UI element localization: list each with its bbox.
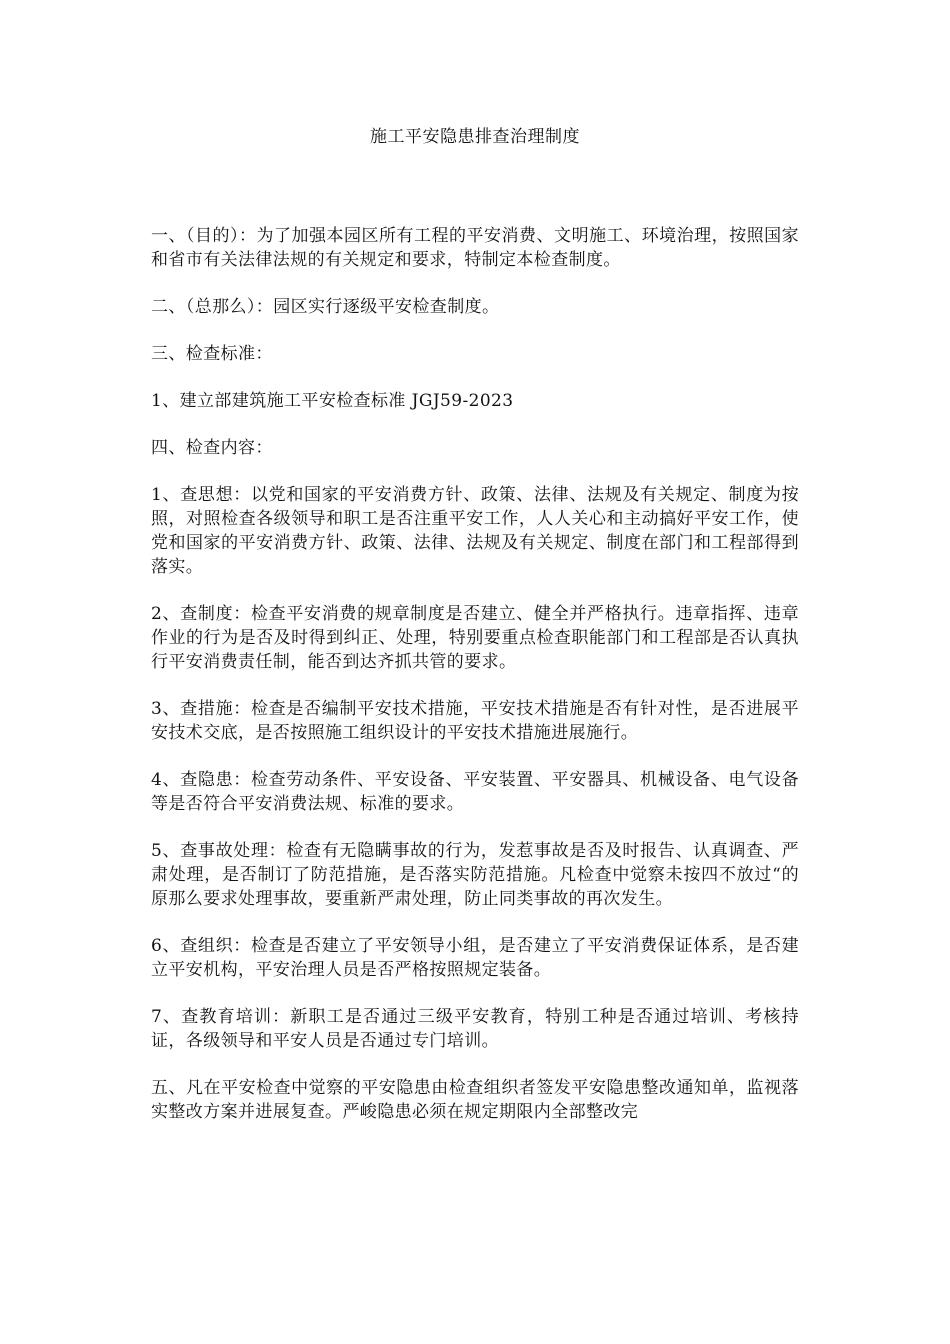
paragraph-general: 二、（总那么）：园区实行逐级平安检查制度。 bbox=[151, 297, 500, 317]
paragraph-check-system: 2、查制度：检查平安消费的规章制度是否建立、健全并严格执行。违章指挥、违章作业的行为是否及时得到纠正、处理，特别要重点检查职能部门和工程部是否认真执行平安消费责任制，能否到达齐抓共管的要求。 bbox=[151, 604, 799, 672]
paragraph-check-hazards: 4、查隐患：检查劳动条件、平安设备、平安装置、平安器具、机械设备、电气设备等是否符合平安消费法规、标准的要求。 bbox=[151, 770, 799, 814]
paragraph-rectification: 五、凡在平安检查中觉察的平安隐患由检查组织者签发平安隐患整改通知单，监视落实整改方案并进展复查。严峻隐患必须在规定期限内全部整改完 bbox=[151, 1078, 799, 1122]
page-title: 施工平安隐患排查治理制度 bbox=[370, 127, 580, 147]
paragraph-standard-1: 1、建立部建筑施工平安检查标准 JGJ59-2023 bbox=[151, 391, 514, 411]
paragraph-check-training: 7、查教育培训：新职工是否通过三级平安教育，特别工种是否通过培训、考核持证，各级领导和平安人员是否通过专门培训。 bbox=[151, 1007, 799, 1051]
paragraph-content-heading: 四、检查内容： bbox=[151, 438, 273, 458]
paragraph-check-accidents: 5、查事故处理：检查有无隐瞒事故的行为，发惹事故是否及时报告、认真调查、严肃处理，是否制订了防范措施，是否落实防范措施。凡检查中觉察未按四不放过“的原那么要求处理事故，要重新严肃处理，防止同类事故的再次发生。 bbox=[151, 841, 799, 909]
paragraph-check-thought: 1、查思想：以党和国家的平安消费方针、政策、法律、法规及有关规定、制度为按照，对照检查各级领导和职工是否注重平安工作，人人关心和主动搞好平安工作，使党和国家的平安消费方针、政策、法律、法规及有关规定、制度在部门和工程部得到落实。 bbox=[151, 485, 799, 577]
paragraph-check-organization: 6、查组织：检查是否建立了平安领导小组，是否建立了平安消费保证体系，是否建立平安机构，平安治理人员是否严格按照规定装备。 bbox=[151, 936, 799, 980]
document-body bbox=[151, 224, 799, 1147]
paragraph-check-measures: 3、查措施：检查是否编制平安技术措施，平安技术措施是否有针对性，是否进展平安技术交底，是否按照施工组织设计的平安技术措施进展施行。 bbox=[151, 699, 799, 743]
paragraph-purpose: 一、（目的）：为了加强本园区所有工程的平安消费、文明施工、环境治理，按照国家和省市有关法律法规的有关规定和要求，特制定本检查制度。 bbox=[151, 226, 799, 270]
paragraph-standards-heading: 三、检查标准： bbox=[151, 344, 273, 364]
